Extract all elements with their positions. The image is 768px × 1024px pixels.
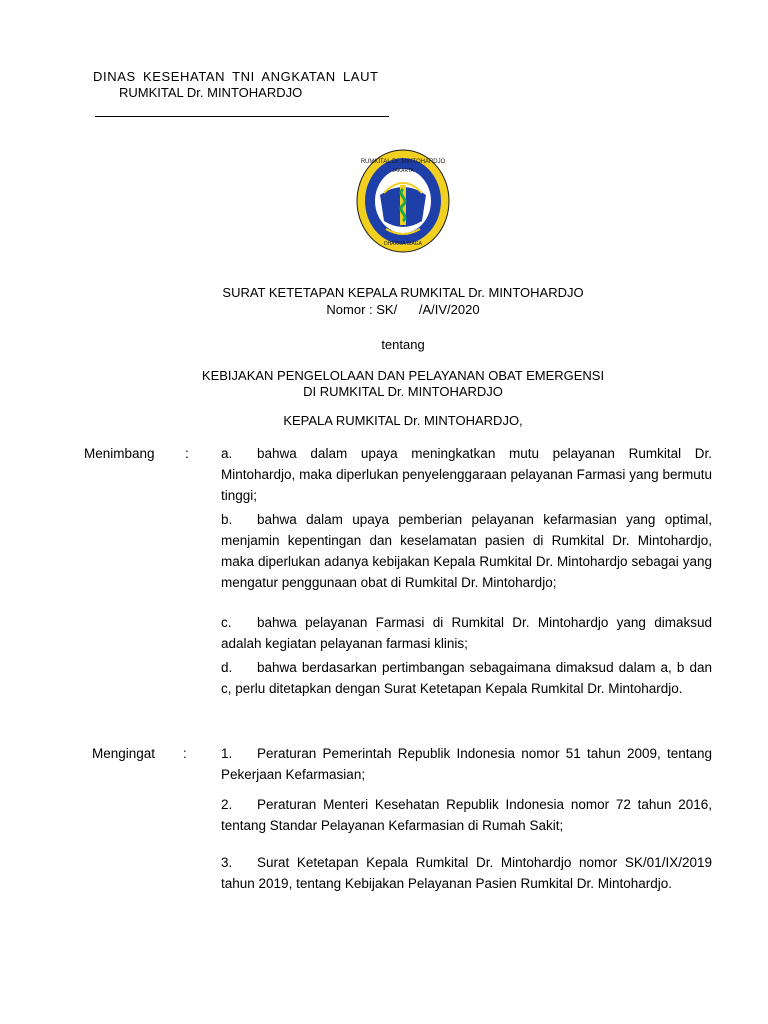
emblem-motto-text: DHARMA SIAGA bbox=[383, 241, 423, 247]
item-text: bahwa dalam upaya meningkatkan mutu pelayanan Rumkital Dr. Mintohardjo, maka diperlukan penyelenggaraan pelayanan Farmasi yang bermutu tinggi; bbox=[221, 446, 712, 503]
item-marker: 1. bbox=[221, 746, 233, 761]
mengingat-colon: : bbox=[183, 746, 187, 761]
item-text: Peraturan Pemerintah Republik Indonesia nomor 51 tahun 2009, tentang Pekerjaan Kefarmasian; bbox=[221, 746, 712, 782]
emblem-city-text: JAKARTA bbox=[391, 168, 415, 174]
decree-title: SURAT KETETAPAN KEPALA RUMKITAL Dr. MINTOHARDJO bbox=[222, 285, 584, 300]
item-text: bahwa berdasarkan pertimbangan sebagaimana dimaksud dalam a, b dan c, perlu ditetapkan dengan Surat Ketetapan Kepala Rumkital Dr. Mintohardjo. bbox=[221, 660, 712, 696]
item-marker: 3. bbox=[221, 855, 233, 870]
menimbang-label: Menimbang bbox=[84, 446, 155, 461]
item-text: bahwa dalam upaya pemberian pelayanan kefarmasian yang optimal, menjamin kepentingan dan keselamatan pasien di Rumkital Dr. Mintohardjo, maka diperlukan adanya kebijakan Kepala Rumkital Dr. Mintohardjo sebagai yang mengatur penggunaan obat di Rumkital Dr. Mintohardjo; bbox=[221, 512, 712, 590]
emblem-ring-text: RUMKITAL Dr. MINTOHARDJO bbox=[360, 159, 446, 165]
item-text: bahwa pelayanan Farmasi di Rumkital Dr. Mintohardjo yang dimaksud adalah kegiatan pelayanan farmasi klinis; bbox=[221, 615, 712, 651]
item-marker: b. bbox=[221, 512, 233, 527]
item-text: Surat Ketetapan Kepala Rumkital Dr. Mintohardjo nomor SK/01/IX/2019 tahun 2019, tentang Kebijakan Pelayanan Pasien Rumkital Dr. Mintohardjo. bbox=[221, 855, 712, 891]
decree-tentang: tentang bbox=[381, 337, 425, 352]
letterhead-divider bbox=[95, 116, 389, 117]
mengingat-item bbox=[221, 794, 712, 836]
decree-number: Nomor : SK/ /A/IV/2020 bbox=[326, 302, 480, 317]
menimbang-item bbox=[221, 612, 712, 654]
item-text: Peraturan Menteri Kesehatan Republik Indonesia nomor 72 tahun 2016, tentang Standar Pelayanan Kefarmasian di Rumah Sakit; bbox=[221, 797, 712, 833]
menimbang-item bbox=[221, 657, 712, 699]
decree-issuer: KEPALA RUMKITAL Dr. MINTOHARDJO, bbox=[283, 413, 523, 428]
item-marker: 2. bbox=[221, 797, 233, 812]
mengingat-item bbox=[221, 852, 712, 894]
menimbang-item bbox=[221, 443, 712, 506]
letterhead bbox=[93, 69, 379, 101]
decree-subject-line2: DI RUMKITAL Dr. MINTOHARDJO bbox=[303, 384, 503, 399]
letterhead-hospital: RUMKITAL Dr. MINTOHARDJO bbox=[119, 85, 303, 100]
letterhead-agency: DINAS KESEHATAN TNI ANGKATAN LAUT bbox=[93, 69, 379, 84]
menimbang-item bbox=[221, 509, 712, 593]
menimbang-colon: : bbox=[185, 446, 189, 461]
mengingat-item bbox=[221, 743, 712, 785]
mengingat-label: Mengingat bbox=[92, 746, 156, 761]
item-marker: c. bbox=[221, 615, 232, 630]
decree-subject-line1: KEBIJAKAN PENGELOLAAN DAN PELAYANAN OBAT EMERGENSI bbox=[201, 368, 605, 383]
item-marker: a. bbox=[221, 446, 233, 461]
hospital-emblem-logo bbox=[356, 149, 450, 253]
item-marker: d. bbox=[221, 660, 233, 675]
